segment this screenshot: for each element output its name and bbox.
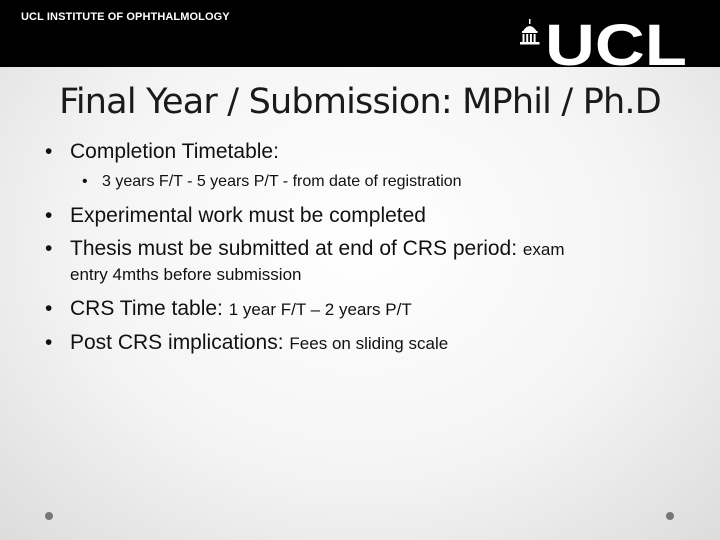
bullet-continuation: entry 4mths before submission xyxy=(70,265,302,284)
bullet-text: Post CRS implications: xyxy=(70,331,284,354)
portico-dome-icon xyxy=(520,19,540,45)
ucl-wordmark: UCL xyxy=(545,19,687,66)
bullet-dot: • xyxy=(45,204,53,227)
bullet-text: CRS Time table: xyxy=(70,297,223,320)
bullet-tail: Fees on sliding scale xyxy=(289,334,449,353)
bullet-dot: • xyxy=(45,237,53,260)
bullet-text-wrap xyxy=(70,297,412,321)
institute-name: UCL INSTITUTE OF OPHTHALMOLOGY xyxy=(21,11,230,23)
bullet-dot: • xyxy=(45,331,53,354)
slide-title: Final Year / Submission: MPhil / Ph.D xyxy=(59,82,661,122)
decor-dot-right xyxy=(666,512,674,520)
bullet-dot: • xyxy=(45,297,53,320)
bullet-text: Completion Timetable: xyxy=(70,140,279,163)
header-bar xyxy=(0,0,720,67)
bullet-text-wrap xyxy=(70,237,564,261)
decor-dot-left xyxy=(45,512,53,520)
bullet-text-wrap xyxy=(70,331,448,355)
bullet-text: 3 years F/T - 5 years P/T - from date of registration xyxy=(102,173,462,190)
bullet-text: Experimental work must be completed xyxy=(70,204,426,227)
bullet-dot: • xyxy=(82,173,88,190)
bullet-tail: 1 year F/T – 2 years P/T xyxy=(228,300,412,319)
bullet-text: Thesis must be submitted at end of CRS period: xyxy=(70,237,518,260)
bullet-dot: • xyxy=(45,140,53,163)
ucl-logo xyxy=(520,19,688,66)
bullet-tail: exam xyxy=(522,240,565,259)
